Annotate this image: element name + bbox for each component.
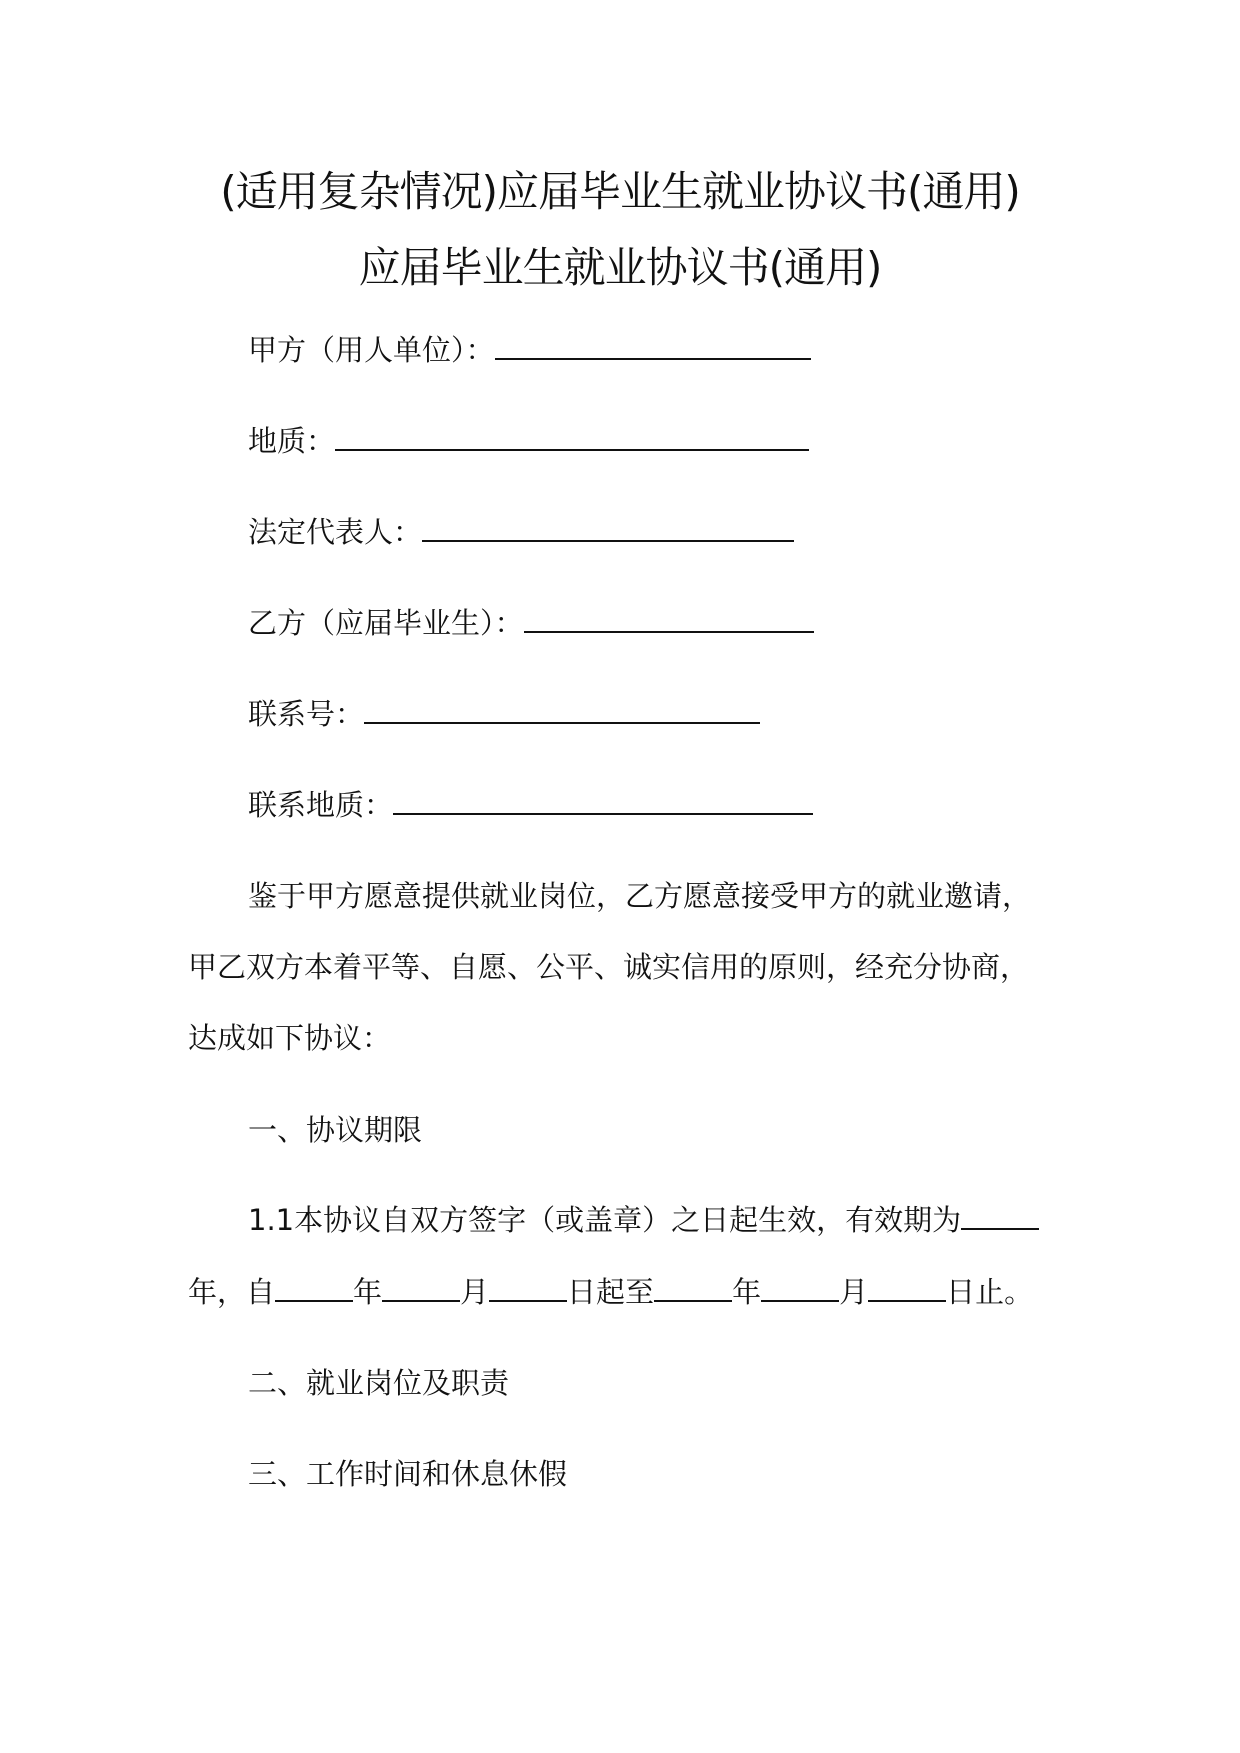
clause-1-1-year-to-label: 年 (732, 1275, 762, 1309)
section-heading-term: 一、协议期限 (248, 1113, 423, 1147)
intro-paragraph-line3: 达成如下协议： (188, 1021, 392, 1055)
section-heading-position: 二、就业岗位及职责 (248, 1366, 510, 1400)
clause-1-1-day-from-label: 月 (460, 1275, 490, 1309)
clause-1-1-line1 (248, 1200, 1039, 1240)
intro-paragraph-line2: 甲乙双方本着平等、自愿、公平、诚实信用的原则，经充分协商， (188, 950, 1030, 984)
blank-start-month (382, 1274, 460, 1302)
clause-1-1-to-label: 日起至 (567, 1275, 655, 1309)
blank-start-year (275, 1274, 353, 1302)
clause-1-1-end-label: 日止。 (946, 1275, 1034, 1309)
document-title-line2: 应届毕业生就业协议书(通用) (358, 243, 882, 292)
field-address (248, 421, 809, 461)
clause-1-1-year-from-label: 年，自 (188, 1275, 276, 1309)
clause-1-1-period-blank (961, 1202, 1039, 1230)
field-party-a-blank (495, 332, 811, 360)
field-legal-rep (248, 512, 794, 552)
clause-1-1-month-from-label: 年 (353, 1275, 383, 1309)
blank-end-month (761, 1274, 839, 1302)
field-legal-rep-label: 法定代表人： (248, 515, 423, 549)
field-contact-address-blank (393, 787, 813, 815)
field-phone-label: 联系号： (248, 697, 365, 731)
field-contact-address (248, 785, 813, 825)
field-party-b (248, 603, 814, 643)
intro-paragraph-line1: 鉴于甲方愿意提供就业岗位，乙方愿意接受甲方的就业邀请， (248, 879, 1032, 913)
blank-end-year (654, 1274, 732, 1302)
field-party-a (248, 330, 811, 370)
section-heading-hours: 三、工作时间和休息休假 (248, 1457, 568, 1491)
field-legal-rep-blank (422, 514, 794, 542)
field-party-b-blank (524, 605, 814, 633)
field-phone (248, 694, 760, 734)
blank-start-day (489, 1274, 567, 1302)
blank-end-day (868, 1274, 946, 1302)
clause-1-1-line2 (188, 1272, 1033, 1312)
clause-1-1-text: 1.1本协议自双方签字（或盖章）之日起生效，有效期为 (248, 1203, 962, 1237)
field-contact-address-label: 联系地质： (248, 788, 394, 822)
field-party-b-label: 乙方（应届毕业生）： (248, 606, 524, 640)
field-address-label: 地质： (248, 424, 336, 458)
field-address-blank (335, 423, 809, 451)
field-party-a-label: 甲方（用人单位）： (248, 333, 495, 367)
clause-1-1-month-to-label: 月 (839, 1275, 869, 1309)
document-title-line1: (适用复杂情况)应届毕业生就业协议书(通用) (220, 167, 1020, 216)
field-phone-blank (364, 696, 760, 724)
